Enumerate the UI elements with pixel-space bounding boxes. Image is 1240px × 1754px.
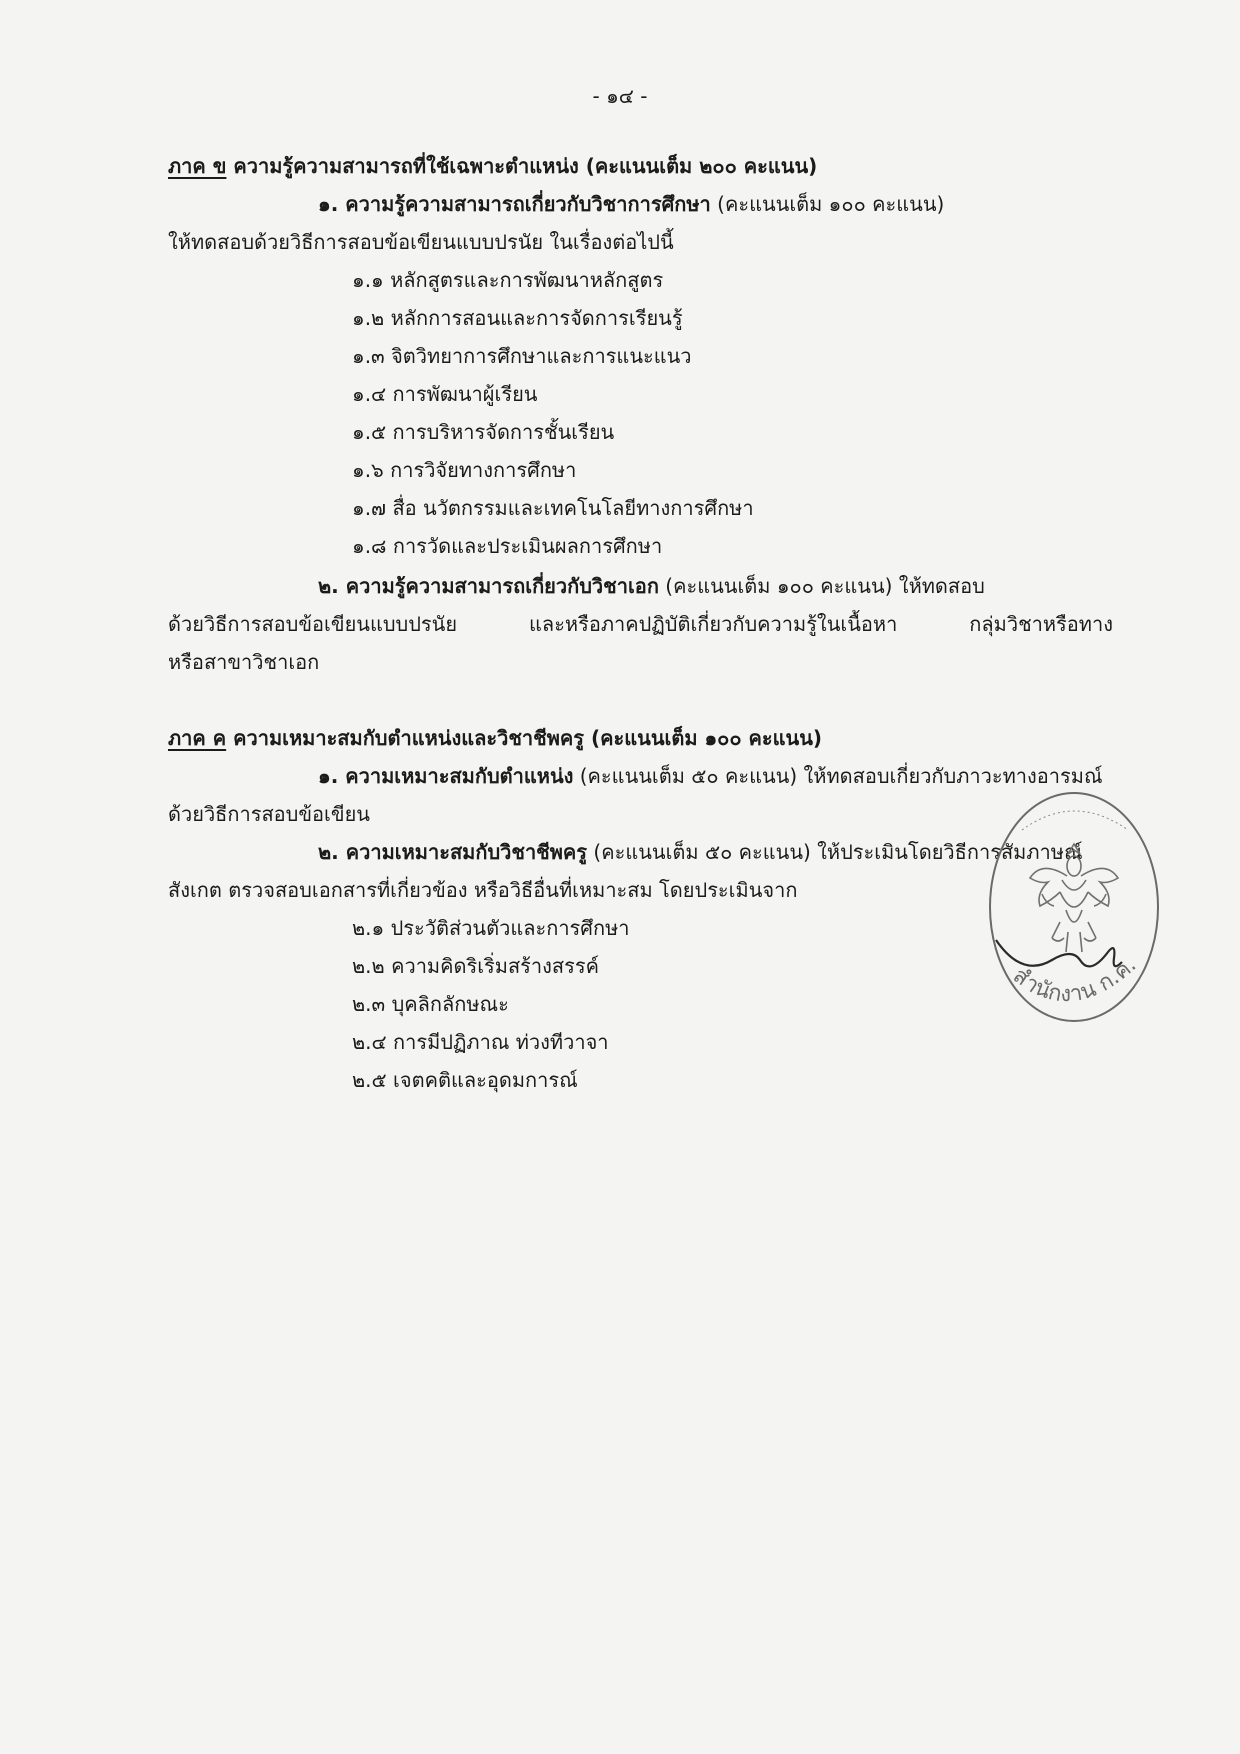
list-item: ๒.๒ ความคิดริเริ่มสร้างสรรค์ — [352, 954, 599, 978]
part-c-sec2-line2: สังเกต ตรวจสอบเอกสารที่เกี่ยวข้อง หรือวิธีอื่นที่เหมาะสม โดยประเมินจาก — [168, 878, 798, 902]
part-c-heading — [168, 724, 822, 752]
part-b-sec1-line1 — [318, 190, 944, 218]
part-c-sec1-line2: ด้วยวิธีการสอบข้อเขียน — [168, 802, 370, 826]
part-c-sec2-rest: (คะแนนเต็ม ๕๐ คะแนน) ให้ประเมินโดยวิธีการสัมภาษณ์ — [593, 840, 1083, 864]
part-c-sec2-title: ๒. ความเหมาะสมกับวิชาชีพครู — [318, 840, 588, 864]
list-item: ๑.๔ การพัฒนาผู้เรียน — [352, 382, 538, 406]
part-b-label: ภาค ข — [168, 154, 227, 178]
page-number: - ๑๔ - — [592, 84, 648, 108]
list-item: ๑.๑ หลักสูตรและการพัฒนาหลักสูตร — [352, 268, 664, 292]
list-item: ๑.๒ หลักการสอนและการจัดการเรียนรู้ — [352, 306, 683, 330]
part-b-heading — [168, 152, 817, 180]
part-c-sec1-rest: (คะแนนเต็ม ๕๐ คะแนน) ให้ทดสอบเกี่ยวกับภาวะทางอารมณ์ — [579, 764, 1103, 788]
part-c-sec1-title: ๑. ความเหมาะสมกับตำแหน่ง — [318, 764, 574, 788]
part-b-title: ความรู้ความสามารถที่ใช้เฉพาะตำแหน่ง (คะแนนเต็ม ๒๐๐ คะแนน) — [233, 154, 818, 178]
part-b-sec2-line2: ด้วยวิธีการสอบข้อเขียนแบบปรนัย และหรือภาคปฏิบัติเกี่ยวกับความรู้ในเนื้อหา กลุ่มวิชาหรือทาง — [168, 612, 1113, 636]
part-b-sec1-score: (คะแนนเต็ม ๑๐๐ คะแนน) — [717, 192, 945, 216]
part-b-sec2-rest: (คะแนนเต็ม ๑๐๐ คะแนน) ให้ทดสอบ — [665, 574, 985, 598]
list-item: ๒.๓ บุคลิกลักษณะ — [352, 992, 509, 1016]
part-b-sec2-title: ๒. ความรู้ความสามารถเกี่ยวกับวิชาเอก — [318, 574, 659, 598]
official-seal-stamp — [982, 782, 1162, 1027]
list-item: ๑.๗ สื่อ นวัตกรรมและเทคโนโลยีทางการศึกษา — [352, 496, 754, 520]
part-c-title: ความเหมาะสมกับตำแหน่งและวิชาชีพครู (คะแนนเต็ม ๑๐๐ คะแนน) — [233, 726, 823, 750]
list-item: ๒.๕ เจตคติและอุดมการณ์ — [352, 1068, 578, 1092]
part-c-sec2-line1 — [318, 838, 1083, 866]
part-b-sec2-line3: หรือสาขาวิชาเอก — [168, 650, 320, 674]
list-item: ๑.๕ การบริหารจัดการชั้นเรียน — [352, 420, 615, 444]
part-c-label: ภาค ค — [168, 726, 227, 750]
list-item: ๑.๖ การวิจัยทางการศึกษา — [352, 458, 577, 482]
signature-stroke — [996, 940, 1122, 966]
garuda-emblem-icon — [1030, 844, 1118, 952]
seal-label — [1008, 953, 1141, 1008]
part-b-sec1-line2: ให้ทดสอบด้วยวิธีการสอบข้อเขียนแบบปรนัย ในเรื่องต่อไปนี้ — [168, 230, 674, 254]
list-item: ๒.๔ การมีปฏิภาณ ท่วงทีวาจา — [352, 1030, 609, 1054]
list-item: ๒.๑ ประวัติส่วนตัวและการศึกษา — [352, 916, 630, 940]
part-b-sec1-title: ๑. ความรู้ความสามารถเกี่ยวกับวิชาการศึกษา — [318, 192, 711, 216]
part-b-sec2-line1 — [318, 572, 985, 600]
list-item: ๑.๘ การวัดและประเมินผลการศึกษา — [352, 534, 663, 558]
list-item: ๑.๓ จิตวิทยาการศึกษาและการแนะแนว — [352, 344, 692, 368]
seal-label-path: สำนักงาน ก.ค. — [1008, 952, 1142, 1008]
